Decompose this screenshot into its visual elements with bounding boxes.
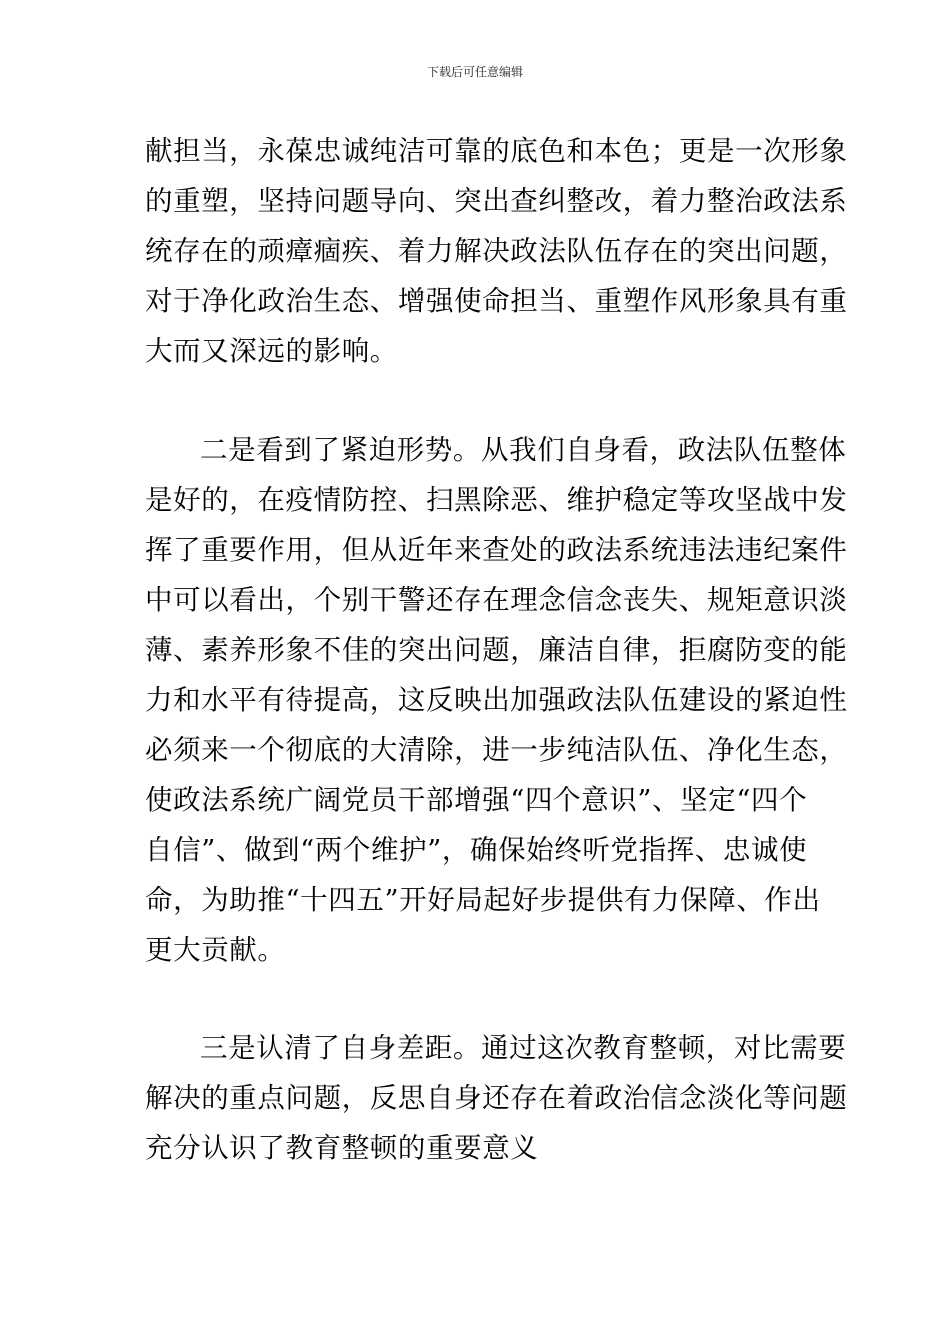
paragraph-line: 二是看到了紧迫形势。从我们自身看，政法队伍整体	[200, 434, 847, 466]
paragraph-line: 命，为助推“十四五”开好局起好步提供有力保障、作出	[145, 884, 821, 916]
paragraph-1	[145, 126, 848, 376]
paragraph-line: 挥了重要作用，但从近年来查处的政法系统违法违纪案件	[145, 534, 848, 566]
paragraph-2	[145, 425, 848, 975]
paragraph-line: 献担当，永葆忠诚纯洁可靠的底色和本色；更是一次形象	[145, 135, 848, 167]
paragraph-3	[145, 1023, 848, 1173]
paragraph-line: 力和水平有待提高，这反映出加强政法队伍建设的紧迫性	[145, 684, 848, 716]
paragraph-line: 自信”、做到“两个维护”，确保始终听党指挥、忠诚使	[145, 834, 808, 866]
paragraph-line: 使政法系统广阔党员干部增强“四个意识”、坚定“四个	[145, 784, 808, 816]
paragraph-line: 中可以看出，个别干警还存在理念信念丧失、规矩意识淡	[145, 584, 848, 616]
paragraph-line: 解决的重点问题，反思自身还存在着政治信念淡化等问题	[145, 1082, 848, 1114]
paragraph-line: 大而又深远的影响。	[145, 335, 398, 367]
paragraph-line: 薄、素养形象不佳的突出问题，廉洁自律，拒腐防变的能	[145, 634, 848, 666]
paragraph-line: 统存在的顽瘴痼疾、着力解决政法队伍存在的突出问题，	[145, 235, 848, 267]
paragraph-line: 充分认识了教育整顿的重要意义	[145, 1132, 539, 1164]
paragraph-line: 必须来一个彻底的大清除，进一步纯洁队伍、净化生态，	[145, 734, 848, 766]
paragraph-line: 的重塑，坚持问题导向、突出查纠整改，着力整治政法系	[145, 185, 848, 217]
paragraph-line: 更大贡献。	[145, 934, 286, 966]
page-header: 下载后可任意编辑	[426, 65, 523, 79]
paragraph-line: 是好的，在疫情防控、扫黑除恶、维护稳定等攻坚战中发	[145, 484, 848, 516]
paragraph-line: 对于净化政治生态、增强使命担当、重塑作风形象具有重	[145, 285, 848, 317]
paragraph-line: 三是认清了自身差距。通过这次教育整顿，对比需要	[200, 1032, 847, 1064]
